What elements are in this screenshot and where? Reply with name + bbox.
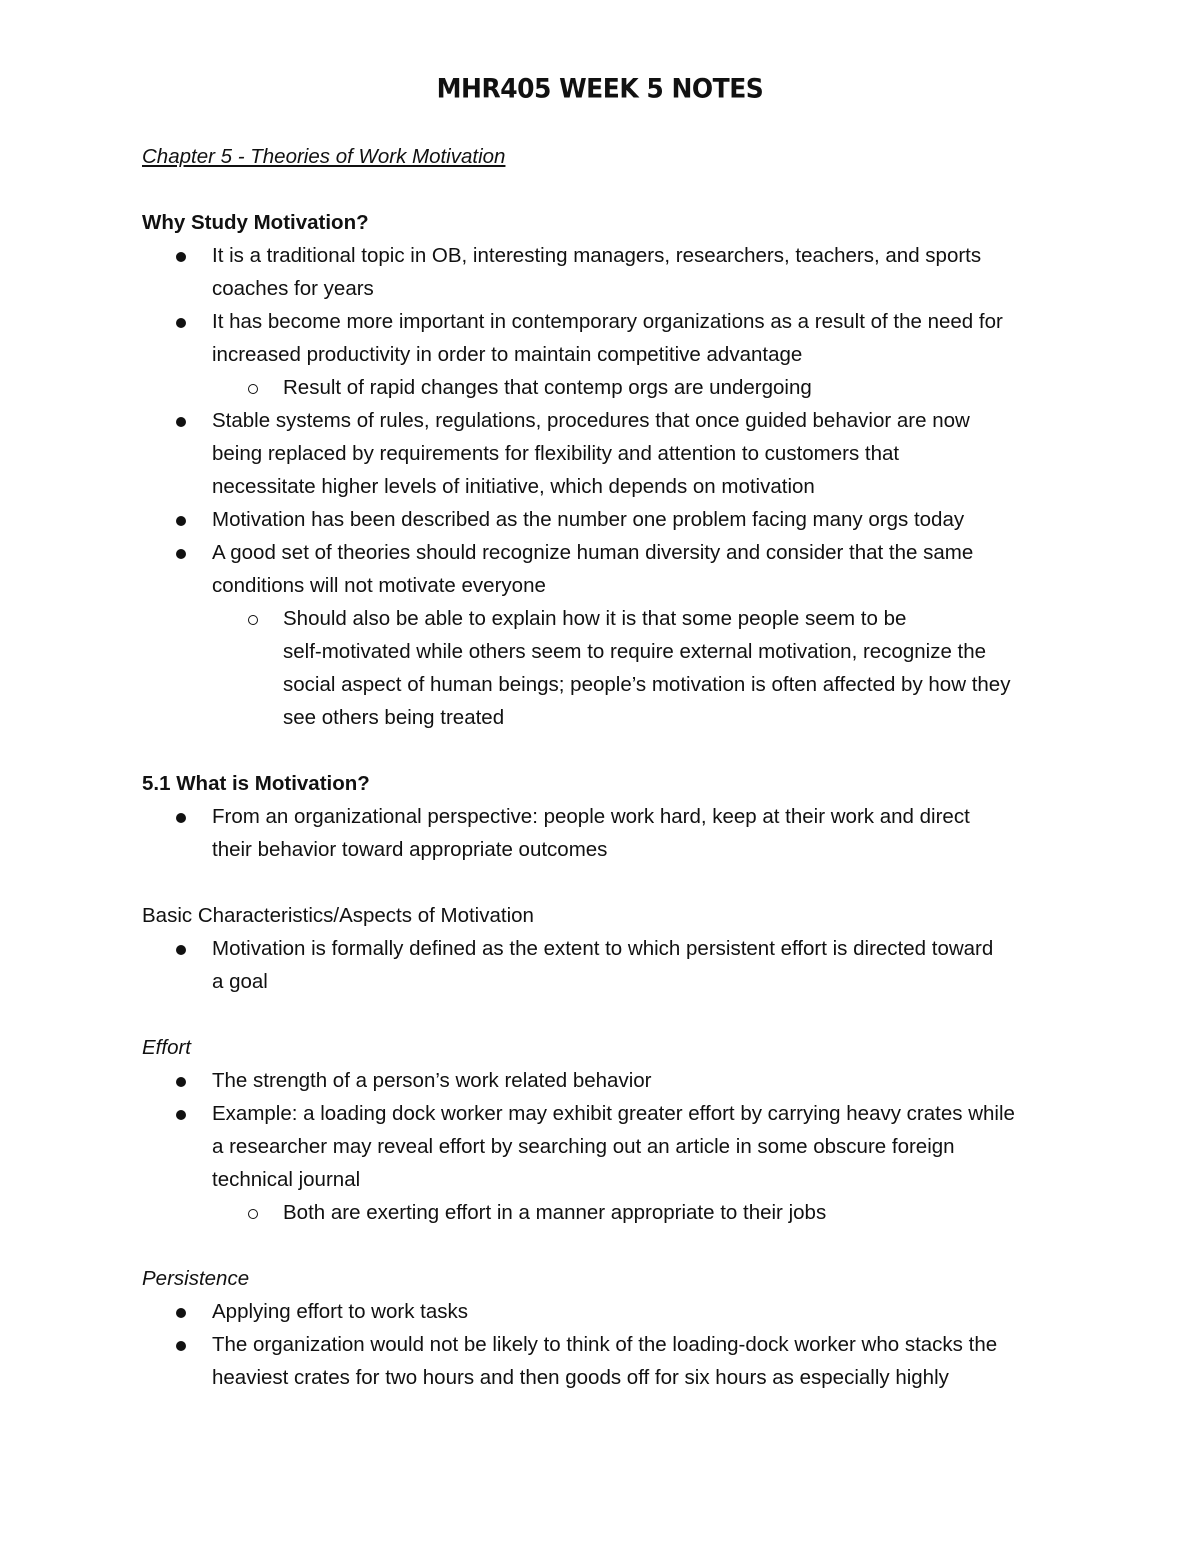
list-item-continuation: heaviest crates for two hours and then goods off for six hours as especially highly: [212, 1366, 949, 1389]
sub-bullet-icon: [248, 615, 258, 625]
list-item-continuation: necessitate higher levels of initiative, which depends on motivation: [212, 475, 815, 498]
list-item-continuation: their behavior toward appropriate outcomes: [212, 838, 608, 861]
list-item-continuation: coaches for years: [212, 277, 374, 300]
chapter-heading: Chapter 5 - Theories of Work Motivation: [142, 145, 506, 168]
list-item: Stable systems of rules, regulations, procedures that once guided behavior are now: [212, 409, 970, 432]
list-item: Example: a loading dock worker may exhibit greater effort by carrying heavy crates while: [212, 1102, 1015, 1125]
sub-bullet-icon: [248, 1209, 258, 1219]
bullet-icon: [176, 549, 186, 559]
list-item-continuation: being replaced by requirements for flexibility and attention to customers that: [212, 442, 900, 465]
bullet-icon: [176, 516, 186, 526]
list-item: It is a traditional topic in OB, interesting managers, researchers, teachers, and sports: [212, 244, 982, 267]
list-item-continuation: a goal: [212, 970, 268, 993]
list-item-continuation: a researcher may reveal effort by searching out an article in some obscure foreign: [212, 1135, 955, 1158]
page-title: MHR405 WEEK 5 NOTES: [436, 72, 764, 105]
bullet-icon: [176, 813, 186, 823]
sub-list-item: Result of rapid changes that contemp orgs are undergoing: [283, 376, 812, 399]
section-heading-persistence: Persistence: [142, 1267, 250, 1290]
list-item: It has become more important in contemporary organizations as a result of the need for: [212, 310, 1003, 333]
bullet-icon: [176, 252, 186, 262]
section-heading-basic-characteristics: Basic Characteristics/Aspects of Motivation: [142, 904, 534, 927]
section-heading-what-is-motivation: 5.1 What is Motivation?: [142, 772, 370, 795]
section-heading-effort: Effort: [142, 1036, 191, 1059]
bullet-icon: [176, 1110, 186, 1120]
sub-list-item: Should also be able to explain how it is that some people seem to be: [283, 607, 907, 630]
list-item: Applying effort to work tasks: [212, 1300, 468, 1323]
list-item: The organization would not be likely to think of the loading-dock worker who stacks the: [212, 1333, 998, 1356]
list-item-continuation: conditions will not motivate everyone: [212, 574, 546, 597]
bullet-icon: [176, 1308, 186, 1318]
list-item: The strength of a person’s work related behavior: [212, 1069, 652, 1092]
list-item-continuation: increased productivity in order to maintain competitive advantage: [212, 343, 803, 366]
bullet-icon: [176, 1341, 186, 1351]
bullet-icon: [176, 417, 186, 427]
bullet-icon: [176, 318, 186, 328]
list-item-continuation: technical journal: [212, 1168, 361, 1191]
sub-list-item-continuation: social aspect of human beings; people’s motivation is often affected by how they: [283, 673, 1011, 696]
bullet-icon: [176, 945, 186, 955]
section-heading-why-study: Why Study Motivation?: [142, 211, 369, 234]
sub-bullet-icon: [248, 384, 258, 394]
list-item: Motivation is formally defined as the extent to which persistent effort is directed toward: [212, 937, 994, 960]
sub-list-item-continuation: see others being treated: [283, 706, 505, 729]
sub-list-item: Both are exerting effort in a manner appropriate to their jobs: [283, 1201, 827, 1224]
list-item: Motivation has been described as the number one problem facing many orgs today: [212, 508, 965, 531]
list-item: From an organizational perspective: people work hard, keep at their work and direct: [212, 805, 970, 828]
list-item: A good set of theories should recognize human diversity and consider that the same: [212, 541, 974, 564]
bullet-icon: [176, 1077, 186, 1087]
sub-list-item-continuation: self-motivated while others seem to require external motivation, recognize the: [283, 640, 987, 663]
